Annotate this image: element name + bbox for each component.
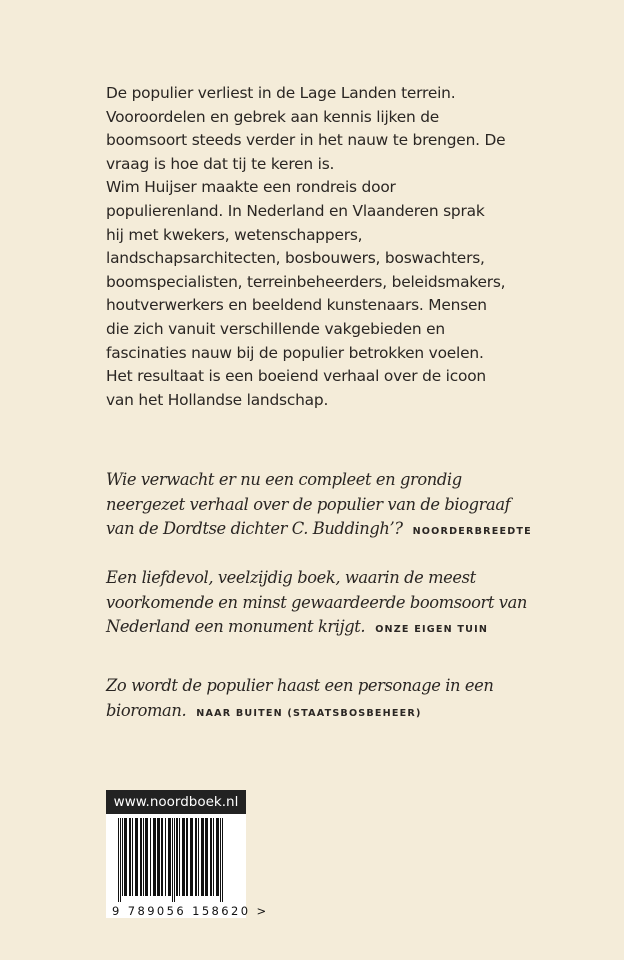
review-quote-text: Zo wordt de populier haast een personage in een bioroman. xyxy=(106,676,494,720)
barcode-bar xyxy=(118,818,119,902)
barcode-bars xyxy=(106,814,246,904)
barcode-bar xyxy=(176,818,178,896)
barcode-bar xyxy=(122,818,123,896)
barcode-bar xyxy=(198,818,199,896)
review-source: NAAR BUITEN (STAATSBOSBEHEER) xyxy=(196,707,422,719)
barcode-bar xyxy=(168,818,171,896)
barcode-bar xyxy=(205,818,208,896)
review-quote-text: Wie verwacht er nu een compleet en grondig neergezet verhaal over de populier van de biograaf van de Dordtse dichter C. Buddingh’? xyxy=(106,470,511,538)
barcode-bar xyxy=(135,818,138,896)
barcode-bar xyxy=(213,818,214,896)
barcode-bar xyxy=(129,818,131,896)
review-quote-2 xyxy=(106,566,536,643)
isbn-barcode xyxy=(106,814,269,918)
barcode-bar xyxy=(195,818,197,896)
review-quote-text: Een liefdevol, veelzijdig boek, waarin de meest voorkomende en minst gewaardeerde boomsoort van Nederland een monument krijgt. xyxy=(106,568,527,636)
barcode-bar xyxy=(120,818,121,902)
barcode-bar xyxy=(210,818,212,896)
barcode-bar xyxy=(140,818,142,896)
barcode-bar xyxy=(201,818,204,896)
barcode-bar xyxy=(186,818,188,896)
barcode-bar xyxy=(157,818,160,896)
review-quote-1 xyxy=(106,468,536,545)
barcode-bar xyxy=(174,818,175,902)
barcode-bar xyxy=(132,818,133,896)
barcode-bar xyxy=(216,818,219,896)
review-source: NOORDERBREEDTE xyxy=(412,526,532,537)
barcode-bar xyxy=(222,818,223,902)
blurb-paragraph-2: Wim Huijser maakte een rondreis door populierenland. In Nederland en Vlaanderen sprak hij met kwekers, wetenschappers, landschapsarchitecten, bosbouwers, boswachters, boomspecialisten, terreinbeheerders, beleidsmakers, houtverwerkers en beeldend kunstenaars. Mensen die zich vanuit verschillende vakgebieden en fascinaties nauw bij de populier betrokken voelen. Het resultaat is een boeiend verhaal over de icoon van het Hollandse landschap. xyxy=(106,178,506,409)
barcode-bar xyxy=(143,818,144,896)
barcode-bar xyxy=(150,818,151,896)
blurb-paragraph-1: De populier verliest in de Lage Landen terrein. Vooroordelen en gebrek aan kennis lijken de boomsoort steeds verder in het nauw te brengen. De vraag is hoe dat tij te keren is. xyxy=(106,84,506,173)
review-source: ONZE EIGEN TUIN xyxy=(375,624,489,635)
publisher-website: www.noordboek.nl xyxy=(106,790,246,814)
review-quote-3 xyxy=(106,674,536,726)
back-cover-blurb xyxy=(106,82,506,412)
barcode-digits: 9 789056 158620 > xyxy=(112,904,269,918)
barcode-bar xyxy=(172,818,173,902)
barcode-bar xyxy=(190,818,193,896)
barcode-bar xyxy=(220,818,221,902)
barcode-bar xyxy=(124,818,127,896)
barcode-bar xyxy=(182,818,185,896)
barcode-bar xyxy=(153,818,156,896)
barcode-bar xyxy=(145,818,148,896)
barcode-bar xyxy=(179,818,180,896)
barcode-bar xyxy=(161,818,163,896)
barcode-bar xyxy=(165,818,166,896)
